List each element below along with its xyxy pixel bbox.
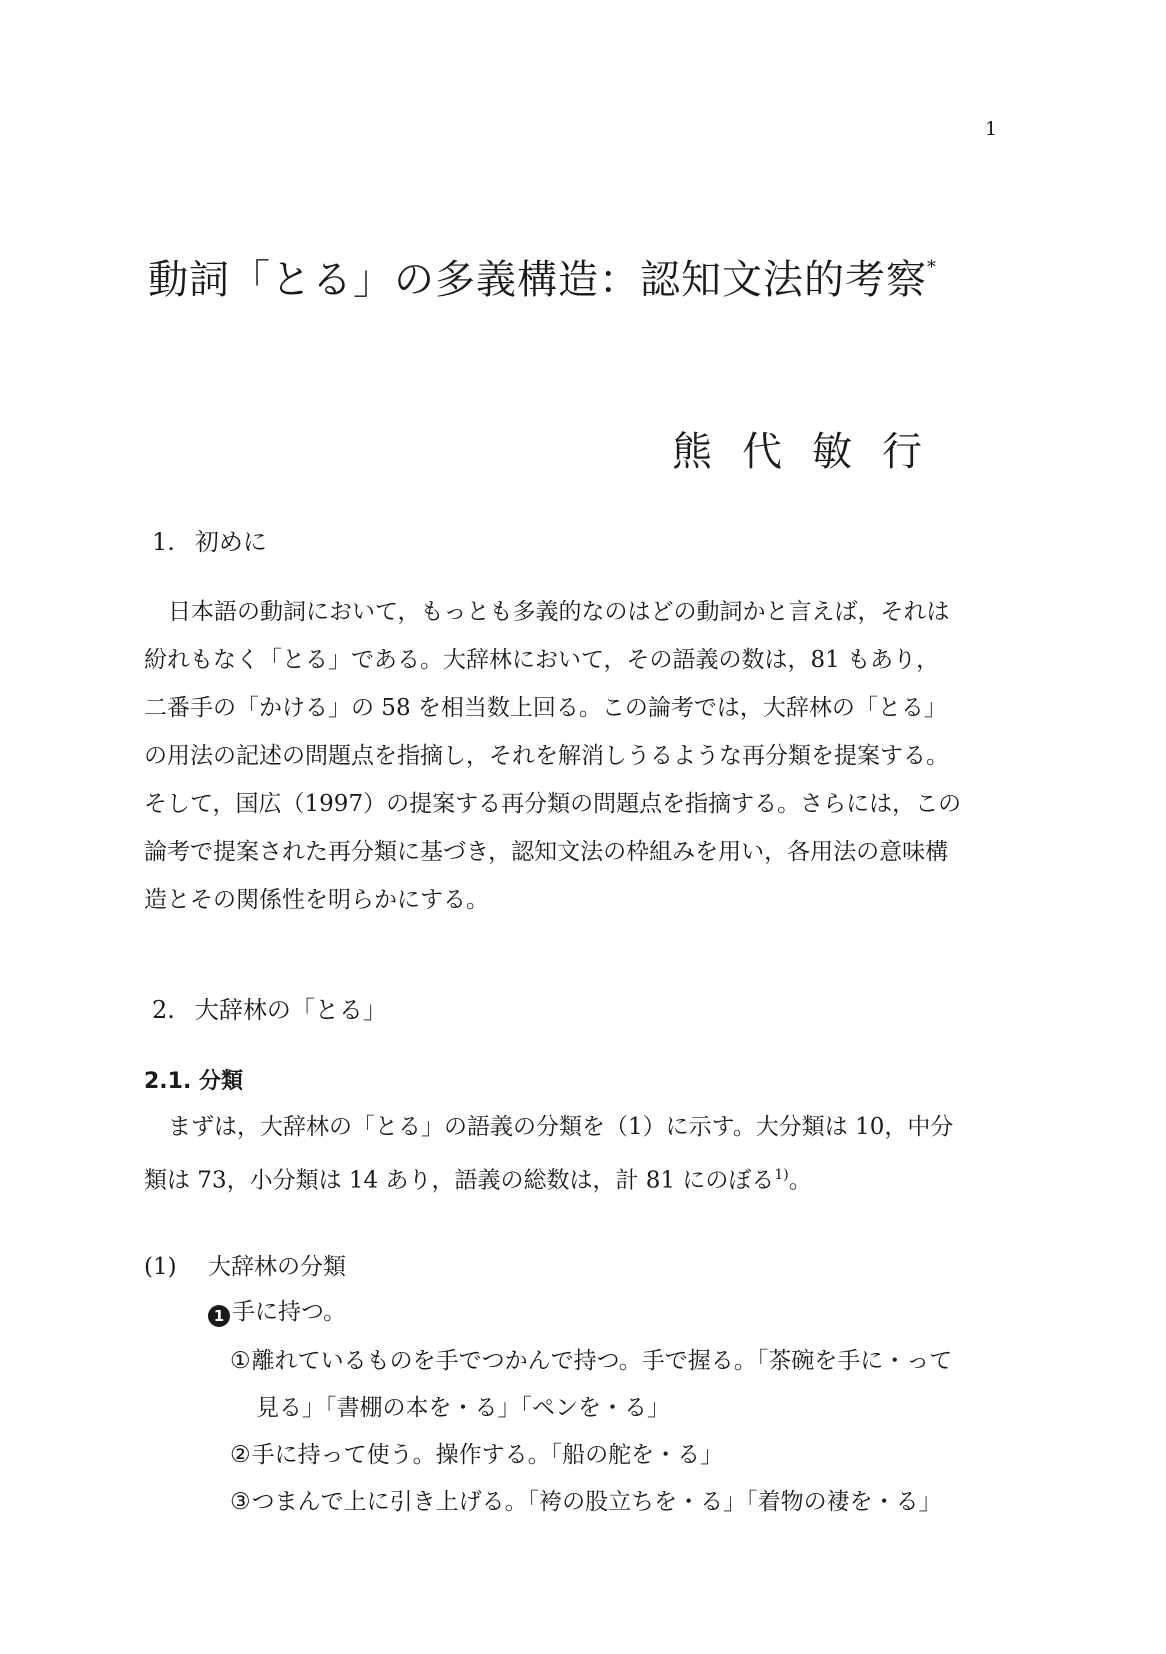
- circled-number: ③: [230, 1489, 251, 1515]
- circled-number: ①: [230, 1348, 251, 1374]
- section-number: 2.: [152, 996, 175, 1024]
- page-number: 1: [985, 118, 998, 140]
- section-heading-2: [152, 990, 387, 1025]
- paragraph-line: の用法の記述の問題点を指摘し，それを解消しうるような再分類を提案する。: [144, 743, 949, 769]
- intro-paragraph: [144, 588, 1024, 924]
- author-name: 熊代敏行: [672, 429, 952, 475]
- example-heading: [144, 1248, 346, 1281]
- subsection-title: 分類: [199, 1069, 244, 1094]
- title-footnote-mark: *: [927, 256, 937, 278]
- paragraph-line: 紛れもなく「とる」である。大辞林において，その語義の数は，81 もあり，: [144, 647, 940, 673]
- sub-entry-3: [230, 1483, 942, 1516]
- paper-title: [148, 248, 937, 305]
- paragraph-line: 二番手の「かける」の 58 を相当数上回る。この論考では，大辞林の「とる」: [144, 695, 947, 721]
- title-text: 動詞「とる」の多義構造：認知文法的考察: [148, 257, 927, 303]
- section-number: 1.: [152, 528, 175, 556]
- paragraph-line: まずは，大辞林の「とる」の語義の分類を（1）に示す。大分類は 10，中分: [168, 1114, 954, 1140]
- section-title: 大辞林の「とる」: [194, 996, 387, 1024]
- major-entry: [208, 1293, 346, 1327]
- entry-text: 手に持って使う。操作する。「船の舵を・る」: [251, 1442, 724, 1468]
- paragraph-line: 論考で提案された再分類に基づき，認知文法の枠組みを用い，各用法の意味構: [144, 839, 949, 865]
- entry-text: 離れているものを手でつかんで持つ。手で握る。「茶碗を手に・って: [251, 1348, 953, 1374]
- footnote-ref: 1): [774, 1167, 789, 1183]
- entry-text: つまんで上に引き上げる。「袴の股立ちを・る」「着物の褄を・る」: [251, 1489, 942, 1515]
- section-heading-1: [152, 522, 267, 557]
- paragraph-line: そして，国広（1997）の提案する再分類の問題点を指摘する。さらには，この: [144, 791, 962, 817]
- circled-number: ②: [230, 1442, 251, 1468]
- paragraph-line: 日本語の動詞において，もっとも多義的なのはどの動詞かと言えば，それは: [168, 599, 950, 625]
- paragraph-end: 。: [788, 1167, 812, 1194]
- sub-entry-2: [230, 1436, 723, 1469]
- paragraph-line: 造とその関係性を明らかにする。: [144, 887, 489, 913]
- paragraph-text: 類は 73，小分類は 14 あり，語義の総数は，計 81 にのぼる: [144, 1167, 775, 1194]
- black-circled-number: 1: [208, 1305, 230, 1327]
- paragraph-line: [144, 1151, 1024, 1199]
- section-title: 初めに: [194, 528, 267, 556]
- subsection-heading: [144, 1064, 243, 1095]
- major-entry-text: 手に持つ。: [232, 1299, 347, 1325]
- subsection-number: 2.1.: [144, 1069, 192, 1094]
- classification-paragraph: [144, 1103, 1024, 1199]
- sub-entry-1: [230, 1342, 952, 1375]
- example-title: 大辞林の分類: [208, 1254, 346, 1280]
- example-label: (1): [144, 1254, 177, 1280]
- sub-entry-1-continuation: 見る」「書棚の本を・る」「ペンを・る」: [256, 1395, 670, 1421]
